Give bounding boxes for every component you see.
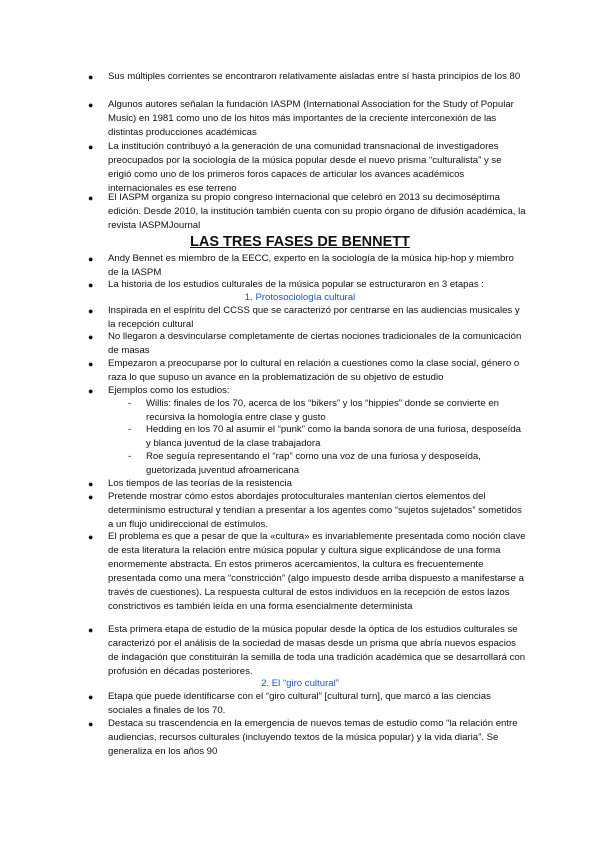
bullet-icon: ● <box>88 692 94 702</box>
list-item: Inspirada en el espíritu del CCSS que se caracterizó por centrarse en las audiencias musicales y la recepción cultural <box>108 305 520 330</box>
bullet-icon: ● <box>88 280 94 290</box>
example-item: Willis: finales de los 70, acerca de los “bikers” y los “hippies” donde se convierte en recursiva la homología entre clase y gusto <box>146 398 500 423</box>
list-item: Ejemplos como los estudios: <box>108 385 230 396</box>
list-item: Los tiempos de las teorías de la resistencia <box>108 478 292 489</box>
bullet-icon: ● <box>88 625 94 635</box>
bullet-icon: ● <box>88 492 94 502</box>
list-item: Esta primera etapa de estudio de la música popular desde la óptica de los estudios culturales se caracterizó por el análisis de la sociedad de masas desde un prisma que abría nuevos espacios de indagación que constituirán la semilla de toda una tradición académica que se desarrollará con profusión en décadas posteriores. <box>108 624 526 677</box>
bullet-icon: ● <box>88 386 94 396</box>
phase-2-title: 2. El “giro cultural” <box>261 678 339 689</box>
example-item: Roe seguía representando el “rap” como una voz de una furiosa y desposeída, guetorizada juventud afroamericana <box>146 451 481 476</box>
bullet-icon: ● <box>88 254 94 264</box>
section-title: LAS TRES FASES DE BENNETT <box>190 234 410 250</box>
list-item: Algunos autores señalan la fundación IASPM (International Association for the Study of Popular Music) en 1981 como uno de los hitos más importantes de la creciente interconexión de las distintas producciones académicas <box>108 99 514 138</box>
list-item: El problema es que a pesar de que la «cultura» es invariablemente presentada como noción clave de esta literatura la relación entre música popular y cultura sigue explicándose de una forma enormemente abstracta. En estos primeros acercamientos, la cultura es frecuentemente presentada como una mera “constricción” (algo impuesto desde arriba dispuesto a manifestarse a través de cuestiones). La respuesta cultural de estos individuos en la recepción de estos lazos constrictivos es también leída en una forma esencialmente determinista <box>108 531 526 612</box>
bullet-icon: ● <box>88 719 94 729</box>
list-item: La historia de los estudios culturales de la música popular se estructuraron en 3 etapas : <box>108 279 484 290</box>
dash-marker: - <box>128 398 132 409</box>
list-item: Destaca su trascendencia en la emergencia de nuevos temas de estudio como “la relación entre audiencias, recursos culturales (incluyendo textos de la música popular) y la vida diaria”. Se generaliza en los años 90 <box>108 718 518 757</box>
phase-1-title: 1. Protosociología cultural <box>244 292 356 303</box>
list-item: Empezaron a preocuparse por lo cultural en relación a cuestiones como la clase social, género o raza lo que supuso un avance en la problematización de su objetivo de estudio <box>108 358 520 383</box>
list-item: La institución contribuyó a la generación de una comunidad transnacional de investigadores preocupados por la sociología de la música popular desde el nuevo prisma “culturalista” y se erigió como uno de los primeros foros capaces de articular los avances académicos internacionales es ese terreno <box>108 141 502 194</box>
bullet-icon: ● <box>88 142 94 152</box>
bullet-icon: ● <box>88 332 94 342</box>
list-item: Sus múltiples corrientes se encontraron relativamente aisladas entre sí hasta principios de los 80 <box>108 71 521 82</box>
list-item: Etapa que puede identificarse con el “giro cultural” [cultural turn], que marcó a las ciencias sociales a finales de los 70. <box>108 691 491 716</box>
list-item: El IASPM organiza su propio congreso internacional que celebró en 2013 su decimoséptima edición. Desde 2010, la institución también cuenta con su propio órgano de difusión académica, la revista IASPMJournal <box>108 192 526 231</box>
dash-marker: - <box>128 424 132 435</box>
list-item: Andy Bennet es miembro de la EECC, experto en la sociología de la música hip-hop y miembro de la IASPM <box>108 253 514 278</box>
bullet-icon: ● <box>88 532 94 542</box>
bullet-icon: ● <box>88 100 94 110</box>
bullet-icon: ● <box>88 306 94 316</box>
list-item: Pretende mostrar cómo estos abordajes protoculturales mantenían ciertos elementos del determinismo estructural y tendían a presentar a los agentes como “sujetos sujetados” sometidos a un flujo unidireccional de estímulos. <box>108 491 522 530</box>
example-item: Hedding en los 70 al asumir el “punk” como la banda sonora de una furiosa, desposeída y blanca juventud de la clase trabajadora <box>146 424 521 449</box>
bullet-icon: ● <box>88 359 94 369</box>
bullet-icon: ● <box>88 72 94 82</box>
bullet-icon: ● <box>88 479 94 489</box>
dash-marker: - <box>128 451 132 462</box>
bullet-icon: ● <box>88 193 94 203</box>
list-item: No llegaron a desvincularse completamente de ciertas nociones tradicionales de la comunicación de masas <box>108 331 522 356</box>
